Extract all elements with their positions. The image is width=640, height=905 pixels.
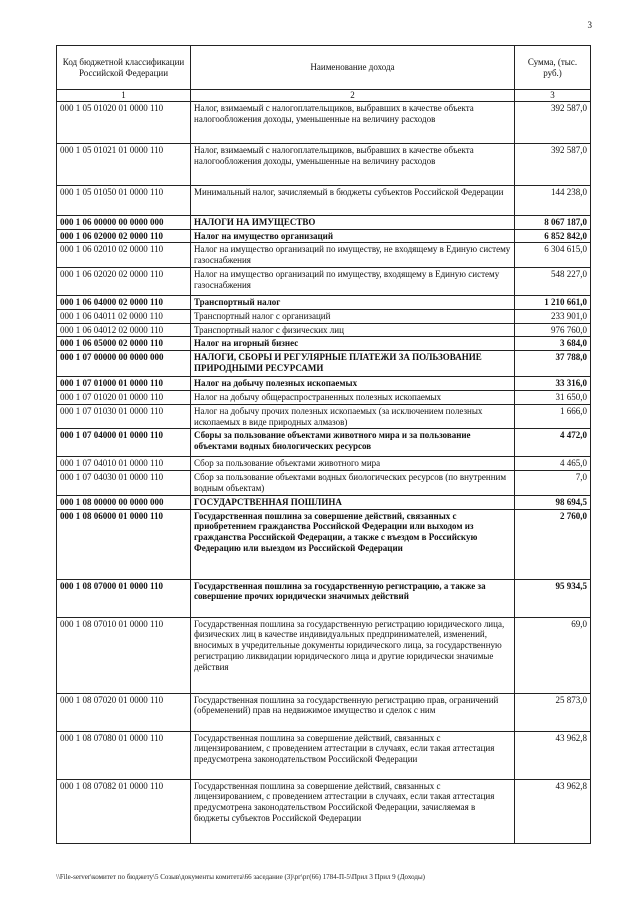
sum-cell: 6 852 842,0 (515, 229, 591, 243)
sum-cell: 98 694,5 (515, 495, 591, 509)
sum-cell: 33 316,0 (515, 377, 591, 391)
name-cell: Налог на добычу полезных ископаемых (191, 377, 515, 391)
name-cell: Налог на добычу прочих полезных ископаемых (за исключением полезных ископаемых в виде природных алмазов) (191, 404, 515, 429)
header-sum: Сумма, (тыс. руб.) (515, 46, 591, 90)
column-number: 3 (515, 90, 591, 102)
name-cell: Налог, взимаемый с налогоплательщиков, выбравших в качестве объекта налогообложения доходы, уменьшенные на величину расходов (191, 101, 515, 143)
sum-cell: 1 666,0 (515, 404, 591, 429)
table-row (57, 101, 591, 143)
table-row (57, 377, 591, 391)
table-row (57, 617, 591, 693)
code-cell: 000 1 05 01050 01 0000 110 (57, 185, 191, 215)
table-row (57, 457, 591, 471)
table-header-row (57, 46, 591, 90)
sum-cell: 4 472,0 (515, 429, 591, 457)
page-number: 3 (587, 20, 592, 30)
code-cell: 000 1 06 04000 02 0000 110 (57, 295, 191, 309)
sum-cell: 31 650,0 (515, 390, 591, 404)
sum-cell: 6 304 615,0 (515, 243, 591, 268)
table-row (57, 390, 591, 404)
code-cell: 000 1 07 01020 01 0000 110 (57, 390, 191, 404)
code-cell: 000 1 06 02020 02 0000 110 (57, 267, 191, 295)
table-row (57, 779, 591, 843)
sum-cell: 548 227,0 (515, 267, 591, 295)
sum-cell: 2 760,0 (515, 509, 591, 579)
name-cell: Государственная пошлина за государственную регистрацию, а также за совершение прочих юридически значимых действий (191, 579, 515, 617)
header-code: Код бюджетной классификации Российской Федерации (57, 46, 191, 90)
table-row (57, 495, 591, 509)
code-cell: 000 1 08 07010 01 0000 110 (57, 617, 191, 693)
name-cell: Налог на имущество организаций по имуществу, входящему в Единую систему газоснабжения (191, 267, 515, 295)
sum-cell: 95 934,5 (515, 579, 591, 617)
name-cell: Налог на игорный бизнес (191, 337, 515, 351)
table-row (57, 295, 591, 309)
table-row (57, 429, 591, 457)
name-cell: Налог на имущество организаций по имуществу, не входящему в Единую систему газоснабжения (191, 243, 515, 268)
sum-cell: 4 465,0 (515, 457, 591, 471)
code-cell: 000 1 07 04010 01 0000 110 (57, 457, 191, 471)
table-row (57, 404, 591, 429)
table-row (57, 143, 591, 185)
code-cell: 000 1 05 01020 01 0000 110 (57, 101, 191, 143)
code-cell: 000 1 08 06000 01 0000 110 (57, 509, 191, 579)
table-row (57, 323, 591, 337)
table-row (57, 471, 591, 496)
table-row (57, 337, 591, 351)
sum-cell: 392 587,0 (515, 101, 591, 143)
column-number: 1 (57, 90, 191, 102)
table-row (57, 509, 591, 579)
name-cell: Минимальный налог, зачисляемый в бюджеты субъектов Российской Федерации (191, 185, 515, 215)
sum-cell: 1 210 661,0 (515, 295, 591, 309)
table-row (57, 351, 591, 377)
name-cell: Налог, взимаемый с налогоплательщиков, выбравших в качестве объекта налогообложения доходы, уменьшенные на величину расходов (191, 143, 515, 185)
name-cell: Сбор за пользование объектами водных биологических ресурсов (по внутренним водным объектам) (191, 471, 515, 496)
sum-cell: 8 067 187,0 (515, 215, 591, 229)
name-cell: НАЛОГИ НА ИМУЩЕСТВО (191, 215, 515, 229)
code-cell: 000 1 06 05000 02 0000 110 (57, 337, 191, 351)
name-cell: Государственная пошлина за совершение действий, связанных с лицензированием, с проведением аттестации в случаях, если такая аттестация предусмотрена законодательством Российской Федерации (191, 731, 515, 779)
sum-cell: 144 238,0 (515, 185, 591, 215)
name-cell: НАЛОГИ, СБОРЫ И РЕГУЛЯРНЫЕ ПЛАТЕЖИ ЗА ПОЛЬЗОВАНИЕ ПРИРОДНЫМИ РЕСУРСАМИ (191, 351, 515, 377)
name-cell: Государственная пошлина за совершение действий, связанных с лицензированием, с проведением аттестации в случаях, если такая аттестация предусмотрена законодательством Российской Федерации, зачисляемая в бюджеты субъектов Российской Федерации (191, 779, 515, 843)
sum-cell: 43 962,8 (515, 731, 591, 779)
code-cell: 000 1 07 04000 01 0000 110 (57, 429, 191, 457)
code-cell: 000 1 07 01030 01 0000 110 (57, 404, 191, 429)
header-name: Наименование дохода (191, 46, 515, 90)
code-cell: 000 1 06 04012 02 0000 110 (57, 323, 191, 337)
name-cell: Сборы за пользование объектами животного мира и за пользование объектами водных биологических ресурсов (191, 429, 515, 457)
column-number-row (57, 90, 591, 102)
file-path-footer: \\File-server\комитет по бюджету\5 Созыв\документы комитета\66 заседание (3)\рг\рг(66) 1784-П-5\Прил 3 Прил 9 (Доходы) (56, 873, 425, 881)
table-row (57, 693, 591, 731)
table-row (57, 229, 591, 243)
code-cell: 000 1 07 04030 01 0000 110 (57, 471, 191, 496)
revenue-table (56, 45, 591, 844)
sum-cell: 392 587,0 (515, 143, 591, 185)
table-body (57, 101, 591, 843)
sum-cell: 37 788,0 (515, 351, 591, 377)
code-cell: 000 1 08 07080 01 0000 110 (57, 731, 191, 779)
table-row (57, 731, 591, 779)
sum-cell: 7,0 (515, 471, 591, 496)
code-cell: 000 1 05 01021 01 0000 110 (57, 143, 191, 185)
sum-cell: 3 684,0 (515, 337, 591, 351)
table-row (57, 215, 591, 229)
table-row (57, 267, 591, 295)
name-cell: Транспортный налог с физических лиц (191, 323, 515, 337)
sum-cell: 233 901,0 (515, 309, 591, 323)
name-cell: Государственная пошлина за государственную регистрацию прав, ограничений (обременений) прав на недвижимое имущество и сделок с ним (191, 693, 515, 731)
table-row (57, 579, 591, 617)
code-cell: 000 1 08 07082 01 0000 110 (57, 779, 191, 843)
code-cell: 000 1 06 04011 02 0000 110 (57, 309, 191, 323)
sum-cell: 69,0 (515, 617, 591, 693)
sum-cell: 25 873,0 (515, 693, 591, 731)
name-cell: Налог на добычу общераспространенных полезных ископаемых (191, 390, 515, 404)
code-cell: 000 1 07 00000 00 0000 000 (57, 351, 191, 377)
code-cell: 000 1 06 00000 00 0000 000 (57, 215, 191, 229)
code-cell: 000 1 06 02010 02 0000 110 (57, 243, 191, 268)
code-cell: 000 1 08 00000 00 0000 000 (57, 495, 191, 509)
table-row (57, 185, 591, 215)
name-cell: Государственная пошлина за совершение действий, связанных с приобретением гражданства Российской Федерации или выходом из гражданства Российской Федерации, а также с въездом в Российскую Федерацию или выездом из Российской Федерации (191, 509, 515, 579)
table-row (57, 309, 591, 323)
column-number: 2 (191, 90, 515, 102)
code-cell: 000 1 08 07000 01 0000 110 (57, 579, 191, 617)
code-cell: 000 1 08 07020 01 0000 110 (57, 693, 191, 731)
name-cell: Сбор за пользование объектами животного мира (191, 457, 515, 471)
code-cell: 000 1 07 01000 01 0000 110 (57, 377, 191, 391)
sum-cell: 43 962,8 (515, 779, 591, 843)
table-row (57, 243, 591, 268)
name-cell: Налог на имущество организаций (191, 229, 515, 243)
name-cell: Транспортный налог (191, 295, 515, 309)
name-cell: ГОСУДАРСТВЕННАЯ ПОШЛИНА (191, 495, 515, 509)
name-cell: Транспортный налог с организаций (191, 309, 515, 323)
sum-cell: 976 760,0 (515, 323, 591, 337)
name-cell: Государственная пошлина за государственную регистрацию юридического лица, физических лиц в качестве индивидуальных предпринимателей, изменений, вносимых в учредительные документы юридического лица, за государственную регистрацию ликвидации юридического лица и другие юридически значимые действия (191, 617, 515, 693)
code-cell: 000 1 06 02000 02 0000 110 (57, 229, 191, 243)
